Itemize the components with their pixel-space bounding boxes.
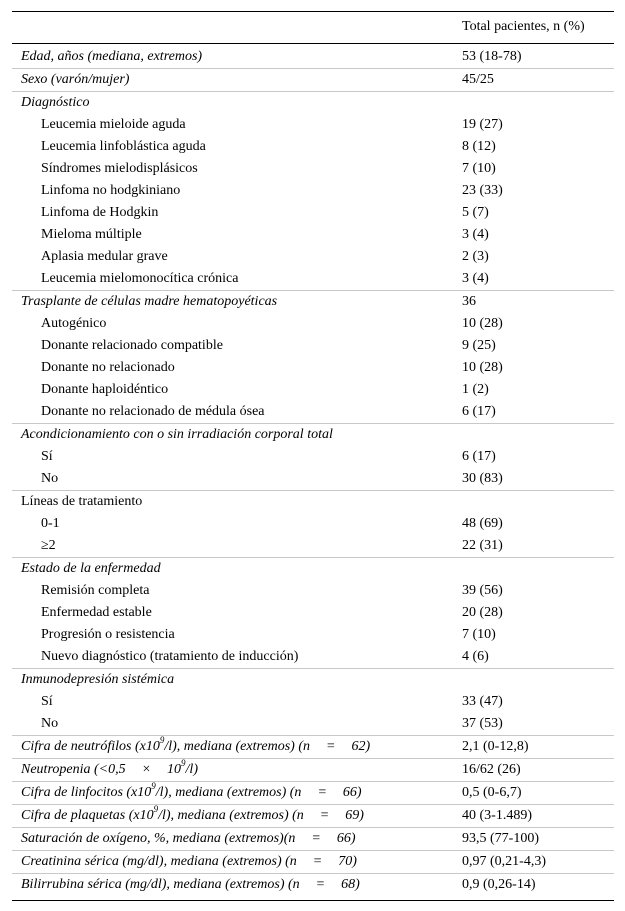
row-label: Donante no relacionado de médula ósea (41, 404, 265, 419)
table-row (12, 713, 614, 735)
row-label: 0-1 (41, 516, 60, 531)
row-value: 19 (27) (462, 117, 503, 132)
table-row (12, 781, 614, 804)
row-value: 4 (6) (462, 649, 489, 664)
table-row (12, 557, 614, 580)
row-label: Neutropenia $(<0,5 \times 10^9/l)$ (21, 758, 198, 777)
table-row (12, 246, 614, 268)
row-label: Aplasia medular grave (41, 249, 168, 264)
table-row (12, 224, 614, 246)
table-row (12, 114, 614, 136)
row-value: 93,5 (77-100) (462, 831, 539, 846)
row-label: Donante no relacionado (41, 360, 175, 375)
row-value: 10 (28) (462, 316, 503, 331)
row-label: Linfoma de Hodgkin (41, 205, 159, 220)
row-label: Cifra de linfocitos $(x10^9/l)$, mediana (extremos) (n = 66) (21, 781, 362, 800)
table-row (12, 401, 614, 423)
table-row (12, 158, 614, 180)
row-value: 36 (462, 294, 476, 309)
row-label: No (41, 716, 59, 731)
table-body (12, 44, 614, 896)
table-row (12, 91, 614, 114)
row-label: Sí (41, 694, 53, 709)
row-value: 23 (33) (462, 183, 503, 198)
row-value: 20 (28) (462, 605, 503, 620)
table-row (12, 136, 614, 158)
patient-characteristics-table (12, 11, 614, 901)
table-row (12, 268, 614, 290)
row-label: Linfoma no hodgkiniano (41, 183, 181, 198)
table-row (12, 357, 614, 379)
table-row (12, 335, 614, 357)
table-row (12, 602, 614, 624)
table-row (12, 580, 614, 602)
table-row (12, 873, 614, 896)
table-row (12, 758, 614, 781)
row-value: 22 (31) (462, 538, 503, 553)
row-label: Leucemia mielomonocítica crónica (41, 271, 239, 286)
row-value: 37 (53) (462, 716, 503, 731)
row-label: Enfermedad estable (41, 605, 152, 620)
table-row (12, 202, 614, 224)
row-value: 5 (7) (462, 205, 489, 220)
row-label: Donante haploidéntico (41, 382, 169, 397)
row-value: 7 (10) (462, 161, 496, 176)
table-row (12, 180, 614, 202)
row-value: 40 (3-1.489) (462, 808, 532, 823)
row-value: 10 (28) (462, 360, 503, 375)
table-row (12, 850, 614, 873)
table-bottom-rule (12, 896, 614, 901)
row-value: 48 (69) (462, 516, 503, 531)
table-row (12, 513, 614, 535)
row-value: 16/62 (26) (462, 762, 521, 777)
row-value: 39 (56) (462, 583, 503, 598)
table-header (12, 11, 614, 44)
table-row (12, 290, 614, 313)
row-label: Nuevo diagnóstico (tratamiento de inducción) (41, 649, 299, 664)
row-label: Progresión o resistencia (41, 627, 175, 642)
row-label: Remisión completa (41, 583, 150, 598)
header-total-patients: Total pacientes, n (%) (462, 19, 585, 34)
table-row (12, 535, 614, 557)
row-label: Edad, años (mediana, extremos) (21, 49, 203, 64)
row-label: Trasplante de células madre hematopoyéticas (21, 294, 278, 309)
table-row (12, 735, 614, 758)
row-label: Creatinina sérica (mg/dl), mediana (extremos) (n = 70) (21, 854, 357, 869)
table-row (12, 468, 614, 490)
row-label: Autogénico (41, 316, 107, 331)
row-value: 1 (2) (462, 382, 489, 397)
row-label: Inmunodepresión sistémica (21, 672, 175, 687)
table-row (12, 827, 614, 850)
row-value: 6 (17) (462, 449, 496, 464)
table-row (12, 624, 614, 646)
row-label: Acondicionamiento con o sin irradiación corporal total (21, 427, 333, 442)
row-label: Cifra de neutrófilos $(x10^9/l)$, mediana (extremos) (n = 62) (21, 735, 371, 754)
row-label: Bilirrubina sérica (mg/dl), mediana (extremos) (n = 68) (21, 877, 360, 892)
row-value: 33 (47) (462, 694, 503, 709)
table-row (12, 46, 614, 68)
row-label: Cifra de plaquetas $(x10^9/l)$, mediana (extremos) (n = 69) (21, 804, 364, 823)
table-row (12, 446, 614, 468)
row-label: Sexo (varón/mujer) (21, 72, 130, 87)
row-value: 0,9 (0,26-14) (462, 877, 536, 892)
row-value: 53 (18-78) (462, 49, 522, 64)
row-label: Leucemia mieloide aguda (41, 117, 186, 132)
row-value: 45/25 (462, 72, 494, 87)
row-value: 30 (83) (462, 471, 503, 486)
row-label: ≥2 (41, 538, 56, 553)
row-value: 6 (17) (462, 404, 496, 419)
table-row (12, 423, 614, 446)
row-label: Estado de la enfermedad (21, 561, 161, 576)
row-value: 7 (10) (462, 627, 496, 642)
row-label: No (41, 471, 59, 486)
row-label: Leucemia linfoblástica aguda (41, 139, 206, 154)
row-label: Líneas de tratamiento (21, 494, 143, 509)
row-value: 8 (12) (462, 139, 496, 154)
row-label: Mieloma múltiple (41, 227, 142, 242)
row-value: 3 (4) (462, 271, 489, 286)
row-label: Donante relacionado compatible (41, 338, 223, 353)
table-row (12, 668, 614, 691)
row-label: Saturación de oxígeno, %, mediana (extremos)(n = 66) (21, 831, 356, 846)
table-row (12, 490, 614, 513)
row-value: 2 (3) (462, 249, 489, 264)
row-value: 2,1 (0-12,8) (462, 739, 529, 754)
table-row (12, 379, 614, 401)
table-row (12, 313, 614, 335)
table-row (12, 804, 614, 827)
row-value: 0,97 (0,21-4,3) (462, 854, 546, 869)
row-value: 3 (4) (462, 227, 489, 242)
row-value: 9 (25) (462, 338, 496, 353)
row-label: Síndromes mielodisplásicos (41, 161, 198, 176)
row-label: Diagnóstico (21, 95, 90, 110)
row-label: Sí (41, 449, 53, 464)
table-row (12, 68, 614, 91)
table-row (12, 646, 614, 668)
row-value: 0,5 (0-6,7) (462, 785, 522, 800)
table-row (12, 691, 614, 713)
